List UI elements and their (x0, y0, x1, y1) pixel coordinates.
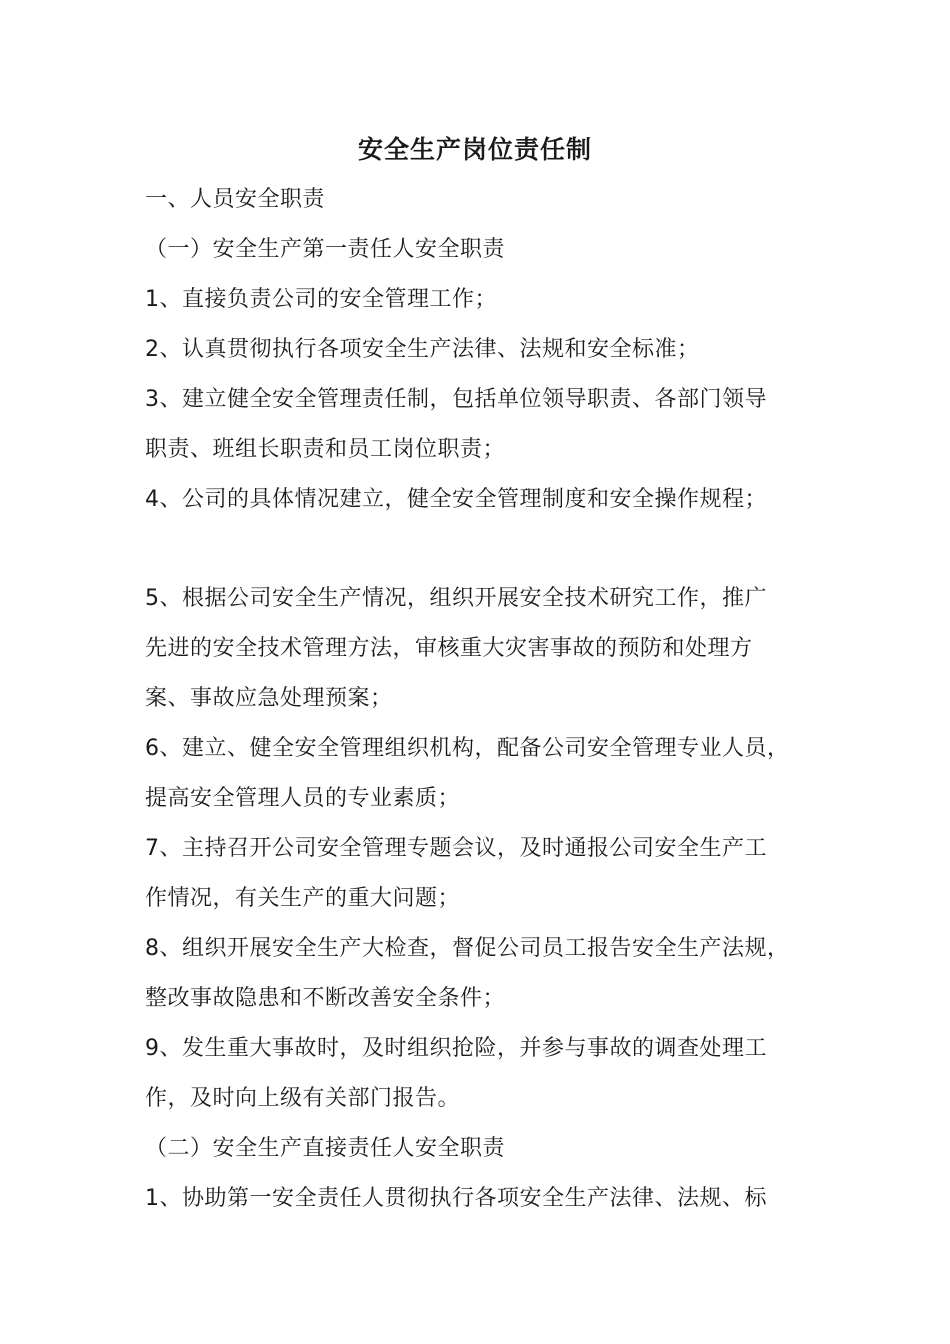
section-heading-personnel-duties: 一、人员安全职责 (145, 187, 326, 212)
document-title: 安全生产岗位责任制 (357, 135, 592, 164)
paragraph-line: 4、公司的具体情况建立，健全安全管理制度和安全操作规程； (145, 487, 767, 512)
paragraph-line: 1、直接负责公司的安全管理工作； (145, 287, 497, 312)
paragraph-line: 案、事故应急处理预案； (145, 686, 393, 711)
paragraph-line: 作情况，有关生产的重大问题； (145, 886, 461, 911)
subsection-heading-direct-responsible: （二）安全生产直接责任人安全职责 (145, 1136, 506, 1161)
paragraph-line: 9、发生重大事故时，及时组织抢险，并参与事故的调查处理工 (145, 1036, 767, 1061)
paragraph-line: 5、根据公司安全生产情况，组织开展安全技术研究工作，推广 (145, 586, 767, 611)
paragraph-line: 先进的安全技术管理方法，审核重大灾害事故的预防和处理方 (145, 636, 753, 661)
paragraph-line: 7、主持召开公司安全管理专题会议，及时通报公司安全生产工 (145, 836, 767, 861)
paragraph-line: 职责、班组长职责和员工岗位职责； (145, 437, 506, 462)
paragraph-line: 作，及时向上级有关部门报告。 (145, 1086, 461, 1111)
paragraph-line: 1、协助第一安全责任人贯彻执行各项安全生产法律、法规、标 (145, 1186, 767, 1211)
paragraph-line: 6、建立、健全安全管理组织机构，配备公司安全管理专业人员， (145, 736, 790, 761)
paragraph-line: 整改事故隐患和不断改善安全条件； (145, 986, 506, 1011)
subsection-heading-first-responsible: （一）安全生产第一责任人安全职责 (145, 237, 506, 262)
paragraph-line: 2、认真贯彻执行各项安全生产法律、法规和安全标准； (145, 337, 700, 362)
paragraph-line: 3、建立健全安全管理责任制，包括单位领导职责、各部门领导 (145, 387, 767, 412)
paragraph-line: 8、组织开展安全生产大检查，督促公司员工报告安全生产法规， (145, 936, 790, 961)
paragraph-line: 提高安全管理人员的专业素质； (145, 786, 461, 811)
